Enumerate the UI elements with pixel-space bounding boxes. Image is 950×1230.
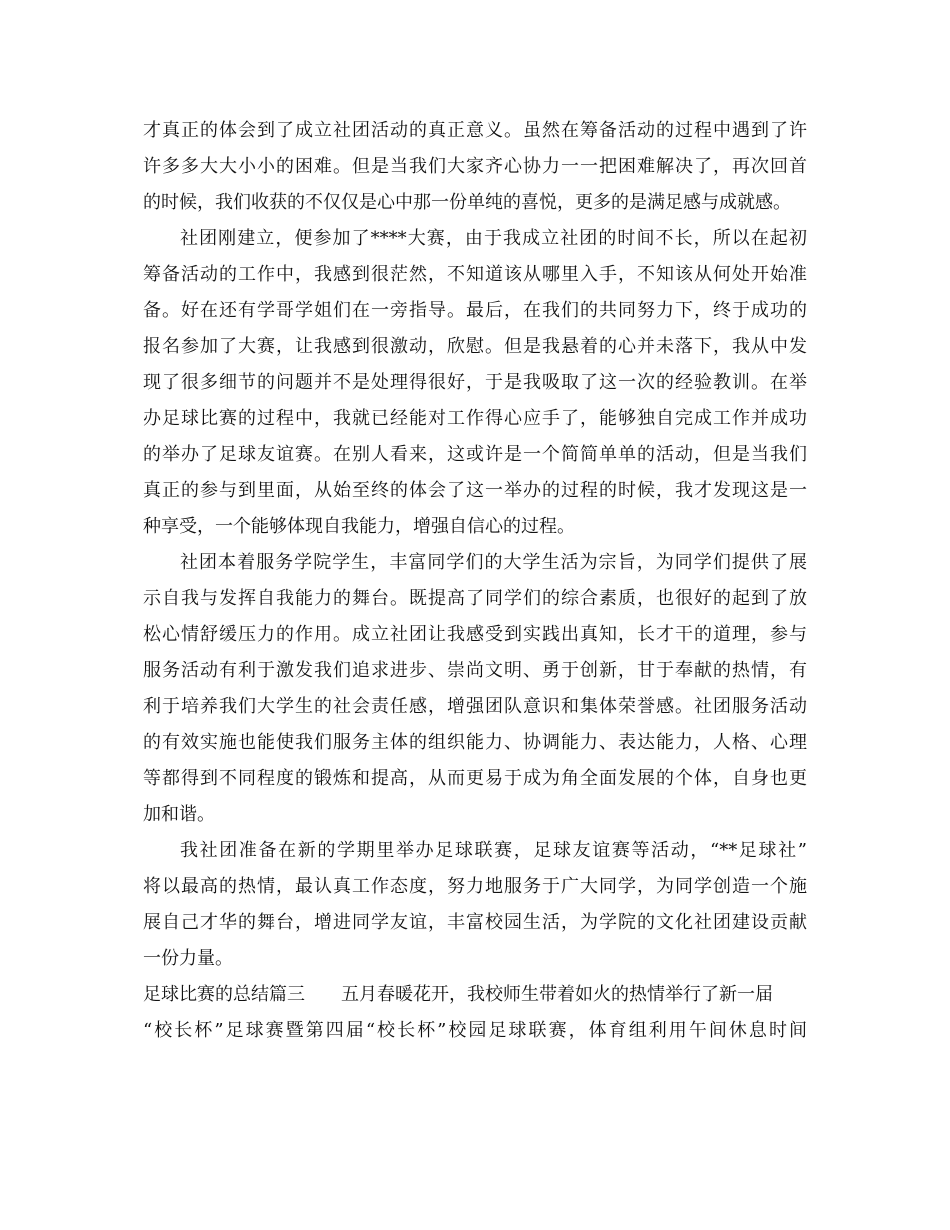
text-line: 现了很多细节的问题并不是处理得很好，于是我吸取了这一次的经验教训。在举	[143, 372, 807, 393]
text-line: 社团刚建立，便参加了****大赛，由于我成立社团的时间不长，所以在起初	[180, 228, 807, 249]
text-line: 种享受，一个能够体现自我能力，增强自信心的过程。	[143, 516, 575, 537]
text-line: 才真正的体会到了成立社团活动的真正意义。虽然在筹备活动的过程中遇到了许	[143, 120, 807, 141]
paragraph-2	[143, 221, 807, 545]
section-heading: 足球比赛的总结篇三	[143, 984, 305, 1005]
text-line: 的时候，我们收获的不仅仅是心中那一份单纯的喜悦，更多的是满足感与成就感。	[143, 192, 791, 213]
section-heading-line	[143, 977, 807, 1013]
body-text	[143, 113, 807, 1049]
text-line: 松心情舒缓压力的作用。成立社团让我感受到实践出真知，长才干的道理，参与	[143, 624, 807, 645]
text-line: 示自我与发挥自我能力的舞台。既提高了同学们的综合素质，也很好的起到了放	[143, 588, 807, 609]
paragraph-4	[143, 833, 807, 977]
text-line: 利于培养我们大学生的社会责任感，增强团队意识和集体荣誉感。社团服务活动	[143, 696, 807, 717]
text-line: 加和谐。	[143, 804, 215, 825]
text-line: 一份力量。	[143, 948, 233, 969]
text-line: 将以最高的热情，最认真工作态度，努力地服务于广大同学，为同学创造一个施	[143, 876, 807, 897]
section-3	[143, 977, 807, 1049]
text-line: 真正的参与到里面，从始至终的体会了这一举办的过程的时候，我才发现这是一	[143, 480, 807, 501]
text-line: 等都得到不同程度的锻炼和提高，从而更易于成为角全面发展的个体，自身也更	[143, 768, 807, 789]
text-line: 备。好在还有学哥学姐们在一旁指导。最后，在我们的共同努力下，终于成功的	[143, 300, 807, 321]
text-line: 社团本着服务学院学生，丰富同学们的大学生活为宗旨，为同学们提供了展	[180, 552, 807, 573]
paragraph-1	[143, 113, 807, 221]
text-line: 筹备活动的工作中，我感到很茫然，不知道该从哪里入手，不知该从何处开始准	[143, 264, 807, 285]
text-line: 许多多大大小小的困难。但是当我们大家齐心协力一一把困难解决了，再次回首	[143, 156, 807, 177]
text-line: 服务活动有利于激发我们追求进步、崇尚文明、勇于创新，甘于奉献的热情，有	[143, 660, 807, 681]
text-line: 办足球比赛的过程中，我就已经能对工作得心应手了，能够独自完成工作并成功	[143, 408, 807, 429]
text-line: 报名参加了大赛，让我感到很激动，欣慰。但是我悬着的心并未落下，我从中发	[143, 336, 807, 357]
text-line: “校长杯”足球赛暨第四届“校长杯”校园足球联赛，体育组利用午间休息时间	[143, 1020, 807, 1041]
paragraph-3	[143, 545, 807, 833]
text-line: 的有效实施也能使我们服务主体的组织能力、协调能力、表达能力，人格、心理	[143, 732, 807, 753]
text-line: 我社团准备在新的学期里举办足球联赛，足球友谊赛等活动，“**足球社”	[180, 840, 807, 861]
section-first-line: 五月春暖花开，我校师生带着如火的热情举行了新一届	[341, 984, 773, 1005]
text-line: 的举办了足球友谊赛。在别人看来，这或许是一个简简单单的活动，但是当我们	[143, 444, 807, 465]
text-line: 展自己才华的舞台，增进同学友谊，丰富校园生活，为学院的文化社团建设贡献	[143, 912, 807, 933]
